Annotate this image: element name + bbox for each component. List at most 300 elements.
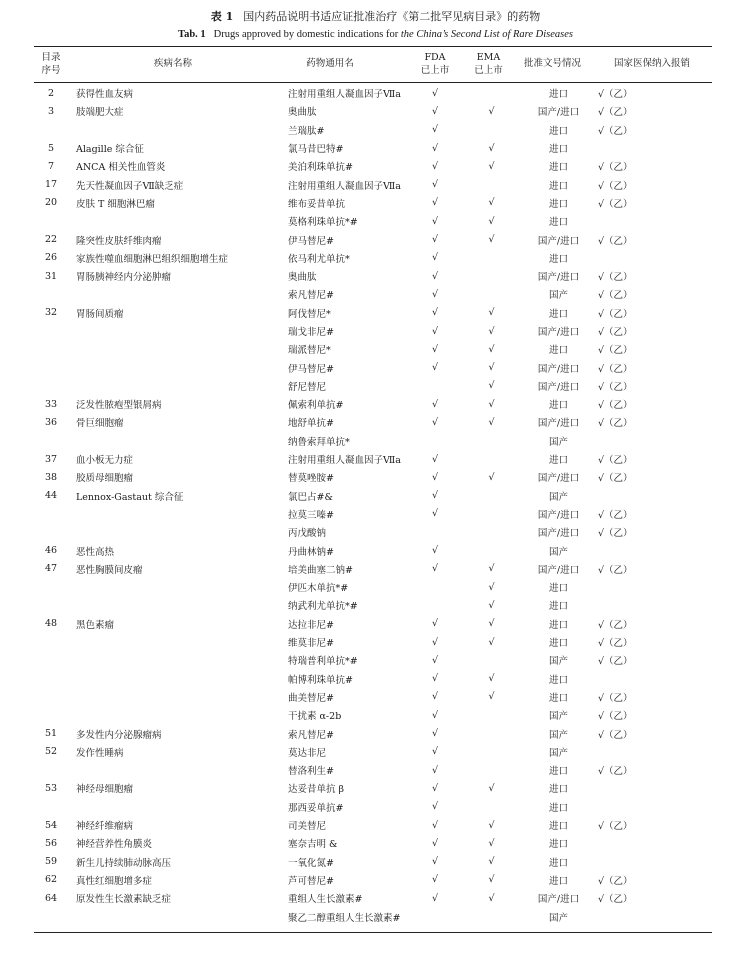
table-row (34, 249, 712, 267)
cell-insurance-text: √（乙） (598, 363, 633, 375)
cell-insurance (598, 468, 712, 486)
cell-drug (278, 724, 406, 742)
table-row (34, 688, 712, 706)
cell-drug-text: 佩索利单抗# (288, 400, 344, 412)
cell-ema (464, 267, 519, 285)
cell-no (34, 285, 68, 303)
cell-approval-text: 进口 (548, 583, 568, 595)
cell-no (34, 615, 68, 633)
cell-ema-text: √ (488, 105, 495, 117)
cell-drug (278, 157, 406, 175)
cell-ema-text: √ (488, 197, 495, 209)
table-row (34, 285, 712, 303)
cell-disease (68, 615, 278, 633)
cell-no-text: 59 (44, 856, 58, 868)
table-row (34, 212, 712, 230)
cell-drug (278, 450, 406, 468)
cell-disease-text: 黑色素瘤 (76, 619, 115, 631)
cell-fda (406, 468, 464, 486)
cell-insurance (598, 139, 712, 157)
table-row (34, 194, 712, 212)
cell-approval (519, 267, 598, 285)
cell-no-text: 38 (44, 471, 58, 483)
cell-disease (68, 413, 278, 431)
cell-fda-text: √ (431, 234, 439, 246)
cell-insurance (598, 871, 712, 889)
cell-drug (278, 102, 406, 120)
cell-insurance-text: √（乙） (598, 692, 633, 704)
cell-fda-text: √ (431, 252, 439, 264)
cell-drug-text: 培美曲塞二钠# (288, 564, 353, 576)
table-caption-en: Drugs approved by domestic indications for (213, 29, 401, 40)
cell-approval (519, 505, 598, 523)
cell-insurance-text: √（乙） (598, 875, 633, 887)
cell-disease-text (68, 435, 76, 446)
cell-ema-text: √ (488, 691, 495, 703)
cell-fda-text: √ (431, 453, 439, 465)
cell-fda-text: √ (431, 874, 439, 886)
cell-ema-text: √ (488, 343, 495, 355)
cell-no (34, 487, 68, 505)
cell-approval (519, 395, 598, 413)
table-row (34, 432, 712, 450)
cell-no-text: 26 (44, 252, 58, 264)
cell-disease-text: ANCA 相关性血管炎 (76, 162, 166, 174)
cell-fda-text: √ (431, 673, 439, 685)
table-row (34, 358, 712, 376)
cell-approval-text: 国产 (548, 656, 568, 668)
cell-fda (406, 212, 464, 230)
cell-drug (278, 615, 406, 633)
cell-approval-text: 国产/进口 (537, 564, 580, 576)
cell-disease-text (68, 765, 76, 776)
cell-approval (519, 212, 598, 230)
cell-drug (278, 121, 406, 139)
cell-drug-text: 聚乙二醇重组人生长激素# (288, 912, 401, 924)
cell-drug-text: 索凡替尼# (288, 729, 334, 741)
cell-drug (278, 523, 406, 541)
cell-no (34, 871, 68, 889)
cell-insurance (598, 615, 712, 633)
cell-disease-text (68, 600, 76, 611)
cell-drug-text: 维布妥昔单抗 (288, 198, 346, 210)
cell-insurance (598, 505, 712, 523)
cell-drug-text: 纳武利尤单抗*# (288, 601, 358, 613)
cell-approval (519, 432, 598, 450)
cell-no (34, 670, 68, 688)
cell-drug (278, 651, 406, 669)
cell-no (34, 267, 68, 285)
table-row (34, 230, 712, 248)
cell-fda-text: √ (431, 856, 439, 868)
cell-approval (519, 523, 598, 541)
cell-no (34, 413, 68, 431)
cell-no (34, 340, 68, 358)
cell-approval-text: 进口 (548, 89, 568, 101)
cell-disease-text: 真性红细胞增多症 (76, 875, 153, 887)
table-row (34, 541, 712, 559)
cell-drug (278, 249, 406, 267)
cell-ema (464, 304, 519, 322)
cell-fda (406, 560, 464, 578)
cell-disease-text: 骨巨细胞瘤 (76, 418, 124, 430)
cell-insurance (598, 724, 712, 742)
cell-approval-text: 国产 (548, 747, 568, 759)
cell-disease (68, 871, 278, 889)
cell-disease-text (68, 344, 76, 355)
cell-ema (464, 560, 519, 578)
cell-disease-text (68, 362, 76, 373)
header-disease: 疾病名称 (153, 58, 192, 69)
cell-insurance (598, 487, 712, 505)
cell-approval-text: 国产/进口 (537, 235, 580, 247)
cell-approval (519, 889, 598, 907)
cell-ema (464, 249, 519, 267)
cell-disease (68, 358, 278, 376)
cell-disease (68, 175, 278, 193)
table-row (34, 761, 712, 779)
cell-no-text: 47 (44, 563, 58, 575)
cell-approval (519, 670, 598, 688)
cell-disease-text (68, 801, 76, 812)
cell-approval (519, 175, 598, 193)
cell-fda (406, 907, 464, 925)
cell-no (34, 249, 68, 267)
cell-disease (68, 212, 278, 230)
cell-drug (278, 779, 406, 797)
cell-no (34, 450, 68, 468)
cell-ema (464, 230, 519, 248)
cell-ema (464, 139, 519, 157)
cell-drug-text: 丹曲林钠# (288, 546, 334, 558)
cell-insurance-text: √（乙） (598, 400, 633, 412)
cell-ema (464, 121, 519, 139)
cell-insurance (598, 651, 712, 669)
cell-insurance-text: √（乙） (598, 509, 633, 521)
cell-no (34, 505, 68, 523)
cell-fda-text: √ (431, 782, 439, 794)
cell-insurance (598, 230, 712, 248)
cell-insurance-text: √（乙） (598, 638, 633, 650)
cell-disease (68, 285, 278, 303)
cell-disease-text: 神经营养性角膜炎 (76, 839, 153, 851)
cell-fda (406, 889, 464, 907)
table-title-cn (0, 9, 751, 24)
cell-drug (278, 541, 406, 559)
cell-ema (464, 670, 519, 688)
cell-fda (406, 706, 464, 724)
cell-ema-text: √ (488, 892, 495, 904)
cell-fda-text: √ (431, 197, 439, 209)
cell-ema-text: √ (488, 563, 495, 575)
cell-disease (68, 139, 278, 157)
cell-fda (406, 541, 464, 559)
cell-no (34, 468, 68, 486)
cell-disease-text: 多发性内分泌腺瘤病 (76, 729, 162, 741)
cell-drug (278, 285, 406, 303)
cell-drug (278, 432, 406, 450)
table-row (34, 596, 712, 614)
cell-approval (519, 596, 598, 614)
cell-ema (464, 633, 519, 651)
cell-disease (68, 121, 278, 139)
top-rule (34, 46, 712, 47)
cell-disease (68, 487, 278, 505)
cell-no-text: 53 (44, 782, 58, 794)
cell-disease (68, 505, 278, 523)
cell-insurance-text: √（乙） (598, 327, 633, 338)
cell-approval (519, 706, 598, 724)
cell-approval (519, 743, 598, 761)
cell-insurance (598, 358, 712, 376)
cell-insurance (598, 84, 712, 102)
cell-no (34, 230, 68, 248)
cell-disease (68, 816, 278, 834)
cell-insurance (598, 304, 712, 322)
cell-disease-text (68, 289, 76, 300)
cell-drug (278, 413, 406, 431)
cell-insurance (598, 212, 712, 230)
cell-fda (406, 670, 464, 688)
cell-no-text: 33 (44, 398, 58, 410)
cell-insurance (598, 267, 712, 285)
cell-drug-text: 塞奈吉明 & (288, 839, 338, 851)
cell-fda-text: √ (431, 490, 439, 502)
cell-disease-text: 先天性凝血因子Ⅶ缺乏症 (76, 180, 184, 192)
cell-disease-text (68, 326, 76, 337)
cell-fda (406, 139, 464, 157)
cell-fda (406, 121, 464, 139)
cell-insurance (598, 578, 712, 596)
cell-approval (519, 798, 598, 816)
cell-approval (519, 560, 598, 578)
cell-disease (68, 340, 278, 358)
cell-ema-text: √ (488, 856, 495, 868)
cell-insurance-text: √（乙） (598, 528, 633, 540)
cell-fda (406, 175, 464, 193)
cell-disease (68, 450, 278, 468)
cell-fda-text: √ (431, 471, 439, 483)
cell-approval-text: 进口 (548, 875, 568, 887)
cell-fda (406, 505, 464, 523)
cell-approval-text: 进口 (548, 839, 568, 851)
cell-insurance (598, 413, 712, 431)
table-caption-en-italic: the China’s Second List of Rare Diseases (400, 29, 573, 40)
cell-insurance (598, 852, 712, 870)
cell-no (34, 121, 68, 139)
cell-fda (406, 651, 464, 669)
cell-approval-text: 国产/进口 (537, 381, 580, 393)
cell-fda-text: √ (431, 325, 439, 337)
cell-drug-text: 干扰素 α-2b (288, 711, 342, 723)
cell-fda (406, 340, 464, 358)
cell-approval (519, 194, 598, 212)
cell-insurance-text: √（乙） (598, 711, 633, 723)
cell-disease (68, 377, 278, 395)
table-label-en: Tab. 1 (178, 29, 206, 40)
cell-ema-text: √ (488, 782, 495, 794)
cell-ema-text: √ (488, 398, 495, 410)
cell-disease (68, 706, 278, 724)
table-row (34, 651, 712, 669)
cell-fda (406, 834, 464, 852)
cell-no (34, 724, 68, 742)
cell-fda (406, 358, 464, 376)
cell-insurance-text: √（乙） (598, 821, 633, 833)
cell-approval-text: 国产 (548, 491, 568, 503)
cell-ema (464, 761, 519, 779)
cell-approval (519, 450, 598, 468)
cell-drug-text: 美泊利珠单抗# (288, 162, 353, 174)
table-row (34, 523, 712, 541)
cell-fda (406, 267, 464, 285)
cell-fda (406, 633, 464, 651)
cell-drug-text: 莫达非尼 (288, 747, 327, 759)
table-row (34, 907, 712, 925)
cell-fda-text: √ (431, 343, 439, 355)
cell-disease-text: 原发性生长激素缺乏症 (76, 894, 172, 906)
cell-no (34, 194, 68, 212)
cell-drug-text: 纳鲁索拜单抗* (288, 436, 350, 448)
cell-approval-text: 国产/进口 (537, 473, 580, 485)
cell-drug-text: 一氧化氮# (288, 857, 334, 869)
cell-fda-text: √ (431, 416, 439, 428)
cell-drug-text: 特瑞普利单抗*# (288, 656, 358, 668)
cell-ema (464, 596, 519, 614)
header-insurance: 国家医保纳入报销 (613, 58, 690, 69)
cell-ema (464, 102, 519, 120)
cell-approval-text: 进口 (548, 253, 568, 265)
cell-fda-text: √ (431, 709, 439, 721)
cell-no-text: 44 (44, 490, 58, 502)
cell-approval (519, 285, 598, 303)
cell-drug-text: 曲美替尼# (288, 692, 334, 704)
cell-insurance (598, 907, 712, 925)
cell-approval-text: 进口 (548, 802, 568, 814)
cell-insurance (598, 121, 712, 139)
cell-insurance (598, 560, 712, 578)
cell-drug-text: 氯巴占#& (288, 491, 333, 503)
cell-approval (519, 688, 598, 706)
cell-drug-text: 奥曲肽 (288, 107, 317, 119)
cell-fda (406, 322, 464, 340)
cell-drug-text: 那西妥单抗# (288, 802, 344, 814)
cell-approval-text: 进口 (548, 821, 568, 833)
cell-fda-text: √ (431, 288, 439, 300)
cell-ema-text: √ (488, 471, 495, 483)
cell-disease-text (68, 637, 76, 648)
cell-ema-text: √ (488, 874, 495, 886)
cell-fda-text: √ (431, 892, 439, 904)
cell-insurance (598, 889, 712, 907)
table-row (34, 450, 712, 468)
cell-ema-text: √ (488, 234, 495, 246)
cell-no (34, 761, 68, 779)
cell-no (34, 377, 68, 395)
header-rule (34, 82, 712, 83)
cell-disease-text (68, 527, 76, 538)
cell-insurance (598, 377, 712, 395)
cell-drug-text: 注射用重组人凝血因子Ⅶa (288, 180, 401, 192)
cell-drug (278, 395, 406, 413)
cell-ema-text: √ (488, 142, 495, 154)
header-drug: 药物通用名 (306, 58, 354, 69)
cell-insurance (598, 523, 712, 541)
cell-fda (406, 798, 464, 816)
cell-disease (68, 907, 278, 925)
cell-fda-text: √ (431, 179, 439, 191)
cell-fda-text: √ (431, 837, 439, 849)
cell-drug-text: 维莫非尼# (288, 638, 334, 650)
cell-no (34, 139, 68, 157)
cell-drug (278, 596, 406, 614)
cell-fda-text: √ (431, 508, 439, 520)
cell-ema-text: √ (488, 837, 495, 849)
cell-drug-text: 注射用重组人凝血因子Ⅶa (288, 89, 401, 101)
cell-approval (519, 84, 598, 102)
cell-drug-text: 达拉非尼# (288, 619, 334, 631)
cell-approval (519, 340, 598, 358)
cell-disease-text (68, 508, 76, 519)
cell-disease (68, 889, 278, 907)
cell-no (34, 560, 68, 578)
cell-ema (464, 743, 519, 761)
cell-insurance (598, 194, 712, 212)
cell-ema-text: √ (488, 362, 495, 374)
cell-fda-text: √ (431, 362, 439, 374)
cell-no-text: 2 (47, 87, 55, 99)
table-row (34, 724, 712, 742)
cell-fda (406, 523, 464, 541)
cell-disease (68, 194, 278, 212)
cell-ema-text: √ (488, 599, 495, 611)
cell-insurance-text: √（乙） (598, 89, 633, 101)
cell-disease (68, 432, 278, 450)
table-row (34, 871, 712, 889)
cell-disease-text: 发作性睡病 (76, 747, 124, 759)
cell-no (34, 212, 68, 230)
table-row (34, 889, 712, 907)
cell-no-text: 46 (44, 545, 58, 557)
cell-fda (406, 304, 464, 322)
cell-drug (278, 212, 406, 230)
cell-approval-text: 进口 (548, 345, 568, 357)
cell-disease-text: 恶性胸膜间皮瘤 (76, 564, 143, 576)
cell-no (34, 706, 68, 724)
cell-no (34, 596, 68, 614)
cell-disease (68, 249, 278, 267)
cell-drug-text: 达妥昔单抗 β (288, 784, 345, 796)
cell-drug-text: 芦可替尼# (288, 875, 334, 887)
cell-disease-text: 皮肤 T 细胞淋巴瘤 (76, 198, 155, 210)
cell-fda (406, 230, 464, 248)
cell-no (34, 907, 68, 925)
cell-fda-text: √ (431, 636, 439, 648)
cell-fda (406, 432, 464, 450)
cell-approval-text: 进口 (548, 144, 568, 156)
cell-disease-text: Alagille 综合征 (76, 144, 144, 156)
cell-disease (68, 798, 278, 816)
cell-insurance-text: √（乙） (598, 125, 633, 137)
cell-drug-text: 地舒单抗# (288, 418, 334, 430)
cell-drug (278, 139, 406, 157)
cell-fda (406, 871, 464, 889)
cell-fda-text: √ (431, 691, 439, 703)
cell-drug-text: 依马利尤单抗* (288, 253, 350, 265)
cell-fda-text: √ (431, 819, 439, 831)
cell-fda (406, 487, 464, 505)
cell-disease-text: 泛发性脓疱型银屑病 (76, 400, 162, 412)
